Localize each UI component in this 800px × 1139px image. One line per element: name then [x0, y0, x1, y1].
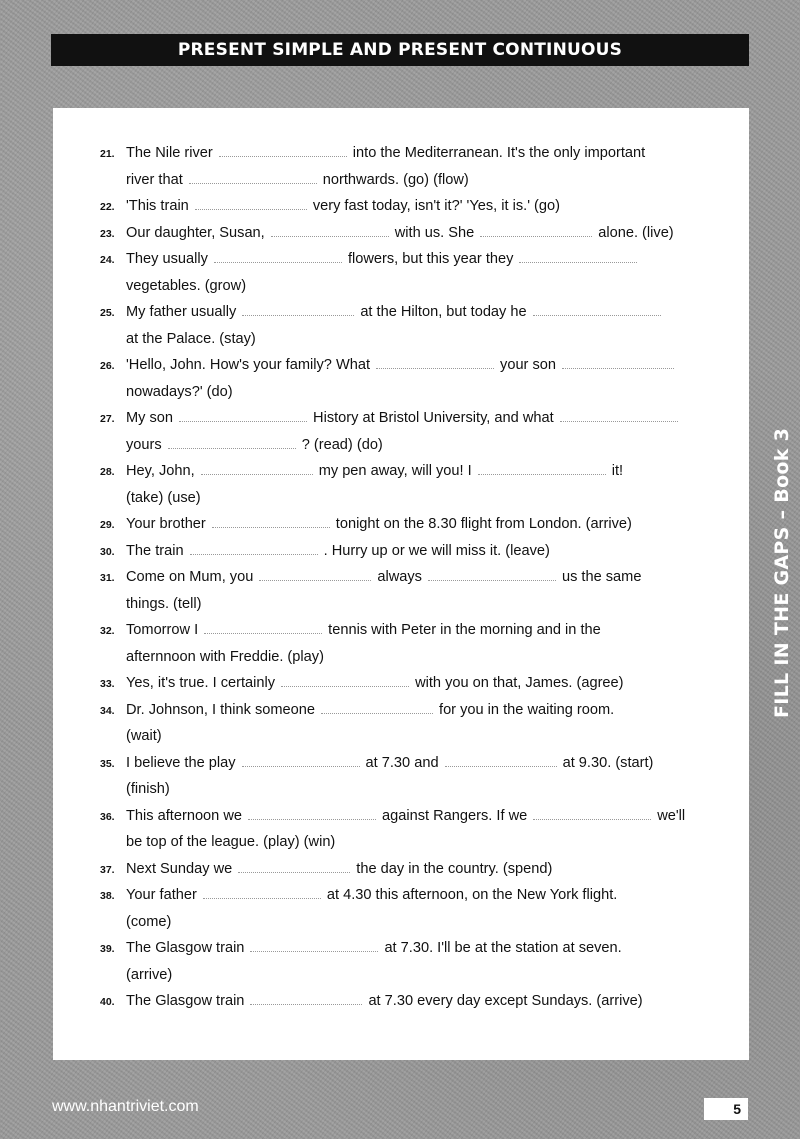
- question-text: Tomorrow I: [126, 622, 199, 638]
- answer-gap[interactable]: [250, 939, 378, 952]
- exercise-item: [100, 670, 740, 697]
- exercise-line: [100, 856, 740, 883]
- website-url: www.nhantriviet.com: [52, 1098, 199, 1115]
- answer-gap[interactable]: [248, 807, 376, 820]
- answer-gap[interactable]: [533, 303, 661, 316]
- question-number: 39.: [100, 943, 115, 955]
- question-text: Your brother: [126, 516, 206, 532]
- answer-gap[interactable]: [321, 701, 433, 714]
- question-text: vegetables. (grow): [126, 277, 247, 294]
- answer-gap[interactable]: [242, 754, 360, 767]
- exercise-line: [100, 829, 740, 856]
- answer-gap[interactable]: [271, 224, 389, 237]
- question-text: very fast today, isn't it?' 'Yes, it is.' (go): [312, 198, 560, 214]
- question-number: 40.: [100, 996, 115, 1008]
- question-text: I believe the play: [126, 754, 236, 771]
- question-text: 'Hello, John. How's your family? What: [126, 357, 371, 373]
- question-text: northwards. (go) (flow): [322, 171, 469, 188]
- question-number: 25.: [100, 307, 115, 319]
- question-number: 38.: [100, 890, 115, 902]
- question-text: The Nile river: [126, 145, 213, 161]
- question-number: 24.: [100, 254, 115, 266]
- answer-gap[interactable]: [560, 409, 678, 422]
- exercise-item: [100, 193, 740, 220]
- exercise-item: [100, 352, 740, 405]
- question-text: at 7.30 every day except Sundays. (arrive): [368, 993, 643, 1009]
- answer-gap[interactable]: [219, 144, 347, 157]
- answer-gap[interactable]: [259, 568, 371, 581]
- exercise-item: [100, 538, 740, 565]
- exercise-line: [100, 988, 740, 1015]
- exercise-item: [100, 856, 740, 883]
- question-text: My son: [126, 410, 174, 426]
- exercise-item: [100, 405, 740, 458]
- answer-gap[interactable]: [445, 754, 557, 767]
- question-number: 32.: [100, 625, 115, 637]
- question-text: (finish): [126, 781, 170, 797]
- exercise-item: [100, 935, 740, 988]
- question-text: Dr. Johnson, I think someone: [126, 701, 316, 718]
- exercise-line: [100, 591, 740, 618]
- question-text: with us. She: [394, 224, 475, 241]
- question-text: be top of the league. (play) (win): [126, 834, 336, 850]
- question-number: 35.: [100, 757, 115, 770]
- exercise-line: [100, 617, 740, 644]
- exercise-line: [100, 379, 740, 406]
- answer-gap[interactable]: [195, 197, 307, 210]
- question-text: (arrive): [126, 966, 173, 983]
- question-number: 30.: [100, 545, 115, 558]
- question-text: . Hurry up or we will miss it. (leave): [323, 542, 550, 559]
- exercise-item: [100, 988, 740, 1015]
- question-text: nowadays?' (do): [126, 383, 233, 400]
- question-text: at 9.30. (start): [562, 754, 654, 771]
- question-text: always: [377, 569, 422, 585]
- exercise-item: [100, 617, 740, 670]
- exercise-item: [100, 511, 740, 538]
- question-text: my pen away, will you! I: [318, 463, 472, 479]
- exercise-line: [100, 511, 740, 538]
- exercise-line: [100, 167, 740, 194]
- exercise-line: [100, 246, 740, 273]
- question-text: for you in the waiting room.: [439, 701, 615, 718]
- answer-gap[interactable]: [238, 860, 350, 873]
- question-text: into the Mediterranean. It's the only important: [352, 145, 646, 161]
- exercise-item: [100, 697, 740, 750]
- exercise-item: [100, 299, 740, 352]
- question-text: The Glasgow train: [126, 940, 245, 956]
- page-number: 5: [704, 1098, 748, 1120]
- exercise-line: [100, 776, 740, 803]
- question-number: 31.: [100, 572, 115, 584]
- exercise-item: [100, 458, 740, 511]
- question-text: river that: [126, 171, 183, 188]
- question-text: we'll: [657, 807, 686, 824]
- question-text: Yes, it's true. I certainly: [126, 675, 276, 691]
- exercise-line: [100, 962, 740, 989]
- exercise-line: [100, 220, 740, 247]
- question-text: the day in the country. (spend): [356, 860, 553, 877]
- question-text: at 7.30. I'll be at the station at seven.: [384, 940, 622, 956]
- question-text: alone. (live): [598, 224, 674, 241]
- answer-gap[interactable]: [190, 542, 318, 555]
- exercise-line: [100, 909, 740, 936]
- question-text: The Glasgow train: [126, 993, 245, 1009]
- question-text: My father usually: [126, 304, 237, 320]
- answer-gap[interactable]: [179, 409, 307, 422]
- question-text: Hey, John,: [126, 463, 195, 479]
- answer-gap[interactable]: [533, 807, 651, 820]
- answer-gap[interactable]: [480, 224, 592, 237]
- answer-gap[interactable]: [201, 462, 313, 475]
- question-text: against Rangers. If we: [382, 807, 528, 824]
- question-text: (take) (use): [126, 489, 201, 506]
- question-text: tennis with Peter in the morning and in the: [328, 622, 601, 638]
- question-text: This afternoon we: [126, 807, 243, 824]
- exercise-line: [100, 723, 740, 750]
- exercise-line: [100, 803, 740, 830]
- answer-gap[interactable]: [203, 886, 321, 899]
- question-text: tonight on the 8.30 flight from London. (arrive): [335, 516, 632, 532]
- answer-gap[interactable]: [212, 515, 330, 528]
- exercise-line: [100, 273, 740, 300]
- question-number: 21.: [100, 148, 115, 160]
- exercise-line: [100, 697, 740, 724]
- question-text: us the same: [561, 569, 642, 585]
- question-number: 34.: [100, 704, 115, 717]
- question-number: 26.: [100, 360, 115, 372]
- page-title: PRESENT SIMPLE AND PRESENT CONTINUOUS: [51, 34, 749, 66]
- question-text: Next Sunday we: [126, 860, 233, 877]
- answer-gap[interactable]: [376, 356, 494, 369]
- answer-gap[interactable]: [478, 462, 606, 475]
- exercise-list: [100, 140, 740, 1015]
- question-number: 33.: [100, 678, 115, 690]
- answer-gap[interactable]: [250, 992, 362, 1005]
- question-number: 22.: [100, 201, 115, 213]
- question-text: Come on Mum, you: [126, 569, 254, 585]
- question-text: The train: [126, 542, 184, 559]
- exercise-line: [100, 432, 740, 459]
- exercise-line: [100, 670, 740, 697]
- exercise-item: [100, 246, 740, 299]
- question-number: 36.: [100, 810, 115, 823]
- answer-gap[interactable]: [168, 436, 296, 449]
- exercise-line: [100, 564, 740, 591]
- answer-gap[interactable]: [281, 674, 409, 687]
- exercise-line: [100, 538, 740, 565]
- answer-gap[interactable]: [519, 250, 637, 263]
- exercise-line: [100, 140, 740, 167]
- question-text: flowers, but this year they: [347, 251, 514, 267]
- question-number: 23.: [100, 227, 115, 240]
- answer-gap[interactable]: [214, 250, 342, 263]
- question-text: afternnoon with Freddie. (play): [126, 648, 324, 665]
- question-number: 28.: [100, 466, 115, 478]
- exercise-line: [100, 299, 740, 326]
- question-text: your son: [500, 357, 557, 373]
- exercise-item: [100, 140, 740, 193]
- question-number: 37.: [100, 863, 115, 876]
- question-text: yours: [126, 436, 162, 453]
- exercise-line: [100, 458, 740, 485]
- exercise-line: [100, 326, 740, 353]
- answer-gap[interactable]: [204, 621, 322, 634]
- question-text: at 7.30 and: [365, 754, 439, 771]
- question-text: at the Palace. (stay): [126, 330, 256, 347]
- exercise-item: [100, 750, 740, 803]
- question-text: History at Bristol University, and what: [313, 410, 554, 426]
- exercise-panel: [53, 108, 749, 1060]
- side-label: FILL IN THE GAPS – Book 3: [771, 427, 793, 719]
- question-text: Our daughter, Susan,: [126, 224, 265, 241]
- question-text: at the Hilton, but today he: [360, 304, 527, 320]
- exercise-line: [100, 935, 740, 962]
- question-text: (wait): [126, 728, 162, 744]
- answer-gap[interactable]: [562, 356, 674, 369]
- question-number: 29.: [100, 519, 115, 531]
- question-text: (come): [126, 913, 172, 930]
- exercise-item: [100, 564, 740, 617]
- exercise-item: [100, 220, 740, 247]
- question-text: at 4.30 this afternoon, on the New York flight.: [326, 887, 618, 903]
- question-number: 27.: [100, 413, 115, 425]
- exercise-line: [100, 352, 740, 379]
- answer-gap[interactable]: [428, 568, 556, 581]
- question-text: it!: [611, 463, 624, 479]
- exercise-item: [100, 803, 740, 856]
- answer-gap[interactable]: [189, 171, 317, 184]
- answer-gap[interactable]: [242, 303, 354, 316]
- question-text: They usually: [126, 251, 208, 267]
- question-text: Your father: [126, 887, 197, 903]
- exercise-item: [100, 882, 740, 935]
- question-text: things. (tell): [126, 595, 202, 612]
- exercise-line: [100, 193, 740, 220]
- exercise-line: [100, 882, 740, 909]
- exercise-line: [100, 644, 740, 671]
- exercise-line: [100, 485, 740, 512]
- question-text: ? (read) (do): [301, 436, 383, 453]
- exercise-line: [100, 405, 740, 432]
- exercise-line: [100, 750, 740, 777]
- question-text: with you on that, James. (agree): [415, 675, 624, 691]
- question-text: 'This train: [126, 198, 189, 214]
